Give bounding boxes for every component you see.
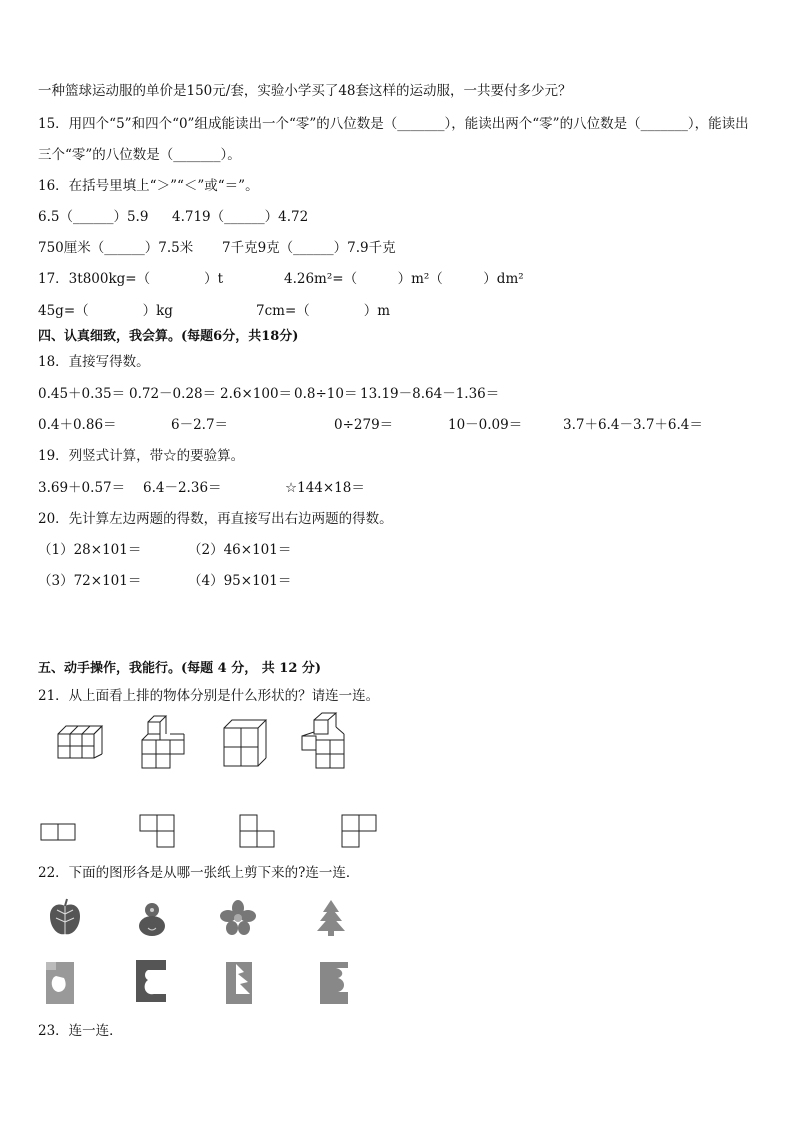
- cube-stack-3: [216, 714, 272, 770]
- q15-line-1: 15．用四个“5”和四个“0”组成能读出一个“零”的八位数是（_______），能读出两个“零”的八位数是（_______），能读出: [38, 116, 749, 132]
- gourd-cutout-icon: [136, 898, 168, 938]
- q20-expr: （3）72×101＝: [38, 573, 142, 589]
- q18-expr: 10－0.09＝: [448, 417, 523, 433]
- q19-expr: ☆144×18＝: [285, 480, 365, 496]
- apple-cutout-icon: [48, 898, 82, 938]
- top-view-3: [238, 813, 278, 849]
- q19-expr: 6.4－2.36＝: [143, 480, 222, 496]
- q17-item: 45g=（ ）kg: [38, 303, 173, 319]
- q20-expr: （2）46×101＝: [188, 542, 292, 558]
- q19-title: 19．列竖式计算，带☆的要验算。: [38, 448, 245, 464]
- paper-sheet-1: [42, 960, 78, 1006]
- q16-item: 7千克9克（______）7.9千克: [222, 240, 396, 256]
- q18-expr: 2.6×100＝: [220, 386, 293, 402]
- q16-item: 6.5（______）5.9: [38, 209, 149, 225]
- top-view-4: [340, 813, 380, 849]
- paper-sheet-4: [318, 960, 352, 1006]
- cube-stack-2: [134, 714, 190, 770]
- q19-expr: 3.69＋0.57＝: [38, 480, 126, 496]
- q17-item: 4.26m²=（ ）m²（ ）dm²: [284, 271, 524, 287]
- q20-title: 20．先计算左边两题的得数，再直接写出右边两题的得数。: [38, 511, 393, 527]
- q17-item: 17．3t800kg=（ ）t: [38, 271, 224, 287]
- q20-expr: （1）28×101＝: [38, 542, 142, 558]
- q18-expr: 0.45＋0.35＝: [38, 386, 126, 402]
- section-4-title: 四、认真细致，我会算。(每题6分，共18分): [38, 329, 299, 344]
- q22-title: 22．下面的图形各是从哪一张纸上剪下来的?连一连．: [38, 865, 360, 881]
- q23-title: 23．连一连．: [38, 1023, 123, 1039]
- q17-item: 7cm=（ ）m: [256, 303, 391, 319]
- q18-expr: 0.8÷10＝: [294, 386, 358, 402]
- paper-sheet-3: [222, 960, 256, 1006]
- paper-sheet-2: [134, 958, 168, 1004]
- tree-cutout-icon: [314, 898, 348, 938]
- top-view-2: [138, 813, 178, 849]
- q18-expr: 0.72－0.28＝: [129, 386, 217, 402]
- q16-item: 4.719（______）4.72: [172, 209, 309, 225]
- top-view-1: [40, 822, 78, 842]
- q15-line-2: 三个“零”的八位数是（_______）。: [38, 147, 241, 163]
- q18-expr: 0÷279＝: [334, 417, 394, 433]
- q21-title: 21．从上面看上排的物体分别是什么形状的？请连一连。: [38, 688, 380, 704]
- q18-expr: 6－2.7＝: [171, 417, 229, 433]
- q16-item: 750厘米（______）7.5米: [38, 240, 194, 256]
- q18-expr: 13.19－8.64－1.36＝: [360, 386, 500, 402]
- q18-expr: 3.7＋6.4－3.7＋6.4＝: [563, 417, 703, 433]
- cube-stack-4: [296, 710, 358, 772]
- q16-title: 16．在括号里填上“＞”“＜”或“＝”。: [38, 178, 259, 194]
- flower-cutout-icon: [220, 900, 256, 936]
- section-5-title: 五、动手操作，我能行。(每题 4 分， 共 12 分): [38, 661, 322, 676]
- q18-title: 18．直接写得数。: [38, 354, 150, 370]
- q14-text: 一种篮球运动服的单价是150元/套，实验小学买了48套这样的运动服，一共要付多少元？: [38, 83, 572, 99]
- q18-expr: 0.4＋0.86＝: [38, 417, 117, 433]
- cube-stack-1: [50, 718, 110, 766]
- q20-expr: （4）95×101＝: [188, 573, 292, 589]
